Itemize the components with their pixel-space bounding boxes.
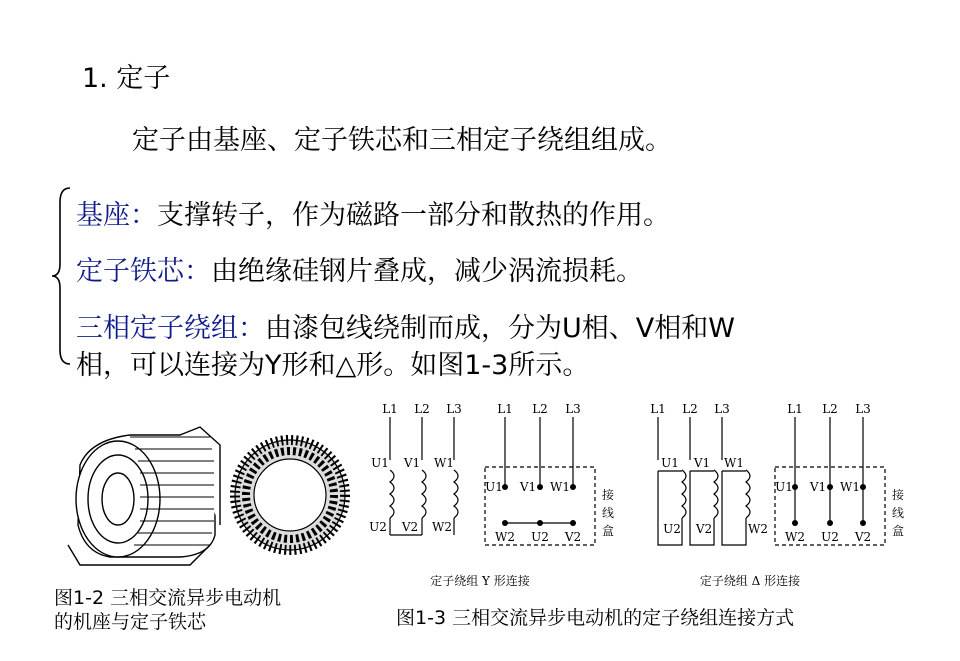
y-box-label-1: 接: [601, 488, 615, 502]
y-left-v1: V1: [403, 456, 421, 470]
y-left-l2: L2: [414, 402, 430, 416]
winding-connection-diagrams: [360, 395, 920, 605]
y-box-w2: W2: [495, 530, 515, 544]
d-right-l1: L1: [787, 402, 803, 416]
d-right-l3: L3: [855, 402, 871, 416]
term-base: 基座：: [76, 200, 157, 231]
d-box-w2: W2: [785, 530, 805, 544]
d-box-v1: V1: [809, 480, 827, 494]
d-left-w1: W1: [724, 456, 744, 470]
d-box-w1: W1: [840, 480, 860, 494]
d-box-label-2: 线: [891, 506, 905, 520]
d-right-l2: L2: [822, 402, 838, 416]
figure-1-2-line2: 的机座与定子铁芯: [54, 611, 207, 633]
list-item-winding-cont: 相，可以连接为Y形和△形。如图1-3所示。: [76, 350, 590, 381]
y-box-u2: U2: [531, 530, 549, 544]
d-box-u1: U1: [775, 480, 793, 494]
y-right-l3: L3: [565, 402, 581, 416]
y-right-l1: L1: [497, 402, 513, 416]
intro-sentence: 定子由基座、定子铁芯和三相定子绕组组成。: [132, 125, 672, 156]
d-left-l2: L2: [682, 402, 698, 416]
y-left-u1: U1: [371, 456, 389, 470]
d-left-l3: L3: [714, 402, 730, 416]
term-winding: 三相定子绕组：: [76, 313, 265, 344]
y-box-label-3: 盒: [601, 524, 615, 538]
list-item-base: [76, 193, 670, 232]
d-left-u1: U1: [661, 456, 679, 470]
curly-brace: [50, 186, 74, 366]
d-left-u2: U2: [663, 522, 681, 536]
delta-connection-caption: 定子绕组 Δ 形连接: [699, 574, 801, 588]
figure-1-2-line1: 图1-2 三相交流异步电动机: [54, 587, 282, 609]
desc-base: 支撑转子，作为磁路一部分和散热的作用。: [157, 200, 670, 231]
d-box-u2: U2: [821, 530, 839, 544]
d-box-label-1: 接: [891, 488, 905, 502]
desc-core: 由绝缘硅钢片叠成，减少涡流损耗。: [211, 256, 643, 287]
d-box-v2: V2: [854, 530, 872, 544]
d-left-w2: W2: [748, 522, 768, 536]
y-box-v2: V2: [564, 530, 582, 544]
d-box-label-3: 盒: [891, 524, 905, 538]
list-item-winding: [76, 306, 735, 345]
section-heading: 1. 定子: [82, 63, 171, 94]
d-left-v1: V1: [693, 456, 711, 470]
figure-1-3-caption: 图1-3 三相交流异步电动机的定子绕组连接方式: [396, 607, 795, 629]
y-left-u2: U2: [369, 520, 387, 534]
y-left-l3: L3: [446, 402, 462, 416]
figure-1-2-caption: [54, 586, 281, 634]
y-right-l2: L2: [532, 402, 548, 416]
d-left-v2: V2: [695, 522, 713, 536]
y-box-label-2: 线: [601, 506, 615, 520]
y-left-w1: W1: [434, 456, 454, 470]
d-left-l1: L1: [650, 402, 666, 416]
y-box-w1: W1: [550, 480, 570, 494]
y-left-l1: L1: [382, 402, 398, 416]
y-connection-caption: 定子绕组 Y 形连接: [430, 574, 530, 588]
list-item-core: [76, 249, 643, 288]
y-left-w2: W2: [432, 520, 452, 534]
desc-winding: 由漆包线绕制而成，分为U相、V相和W: [265, 313, 735, 344]
y-box-v1: V1: [519, 480, 537, 494]
motor-frame-illustration: [60, 425, 360, 575]
y-left-v2: V2: [401, 520, 419, 534]
term-core: 定子铁芯：: [76, 256, 211, 287]
y-box-u1: U1: [485, 480, 503, 494]
